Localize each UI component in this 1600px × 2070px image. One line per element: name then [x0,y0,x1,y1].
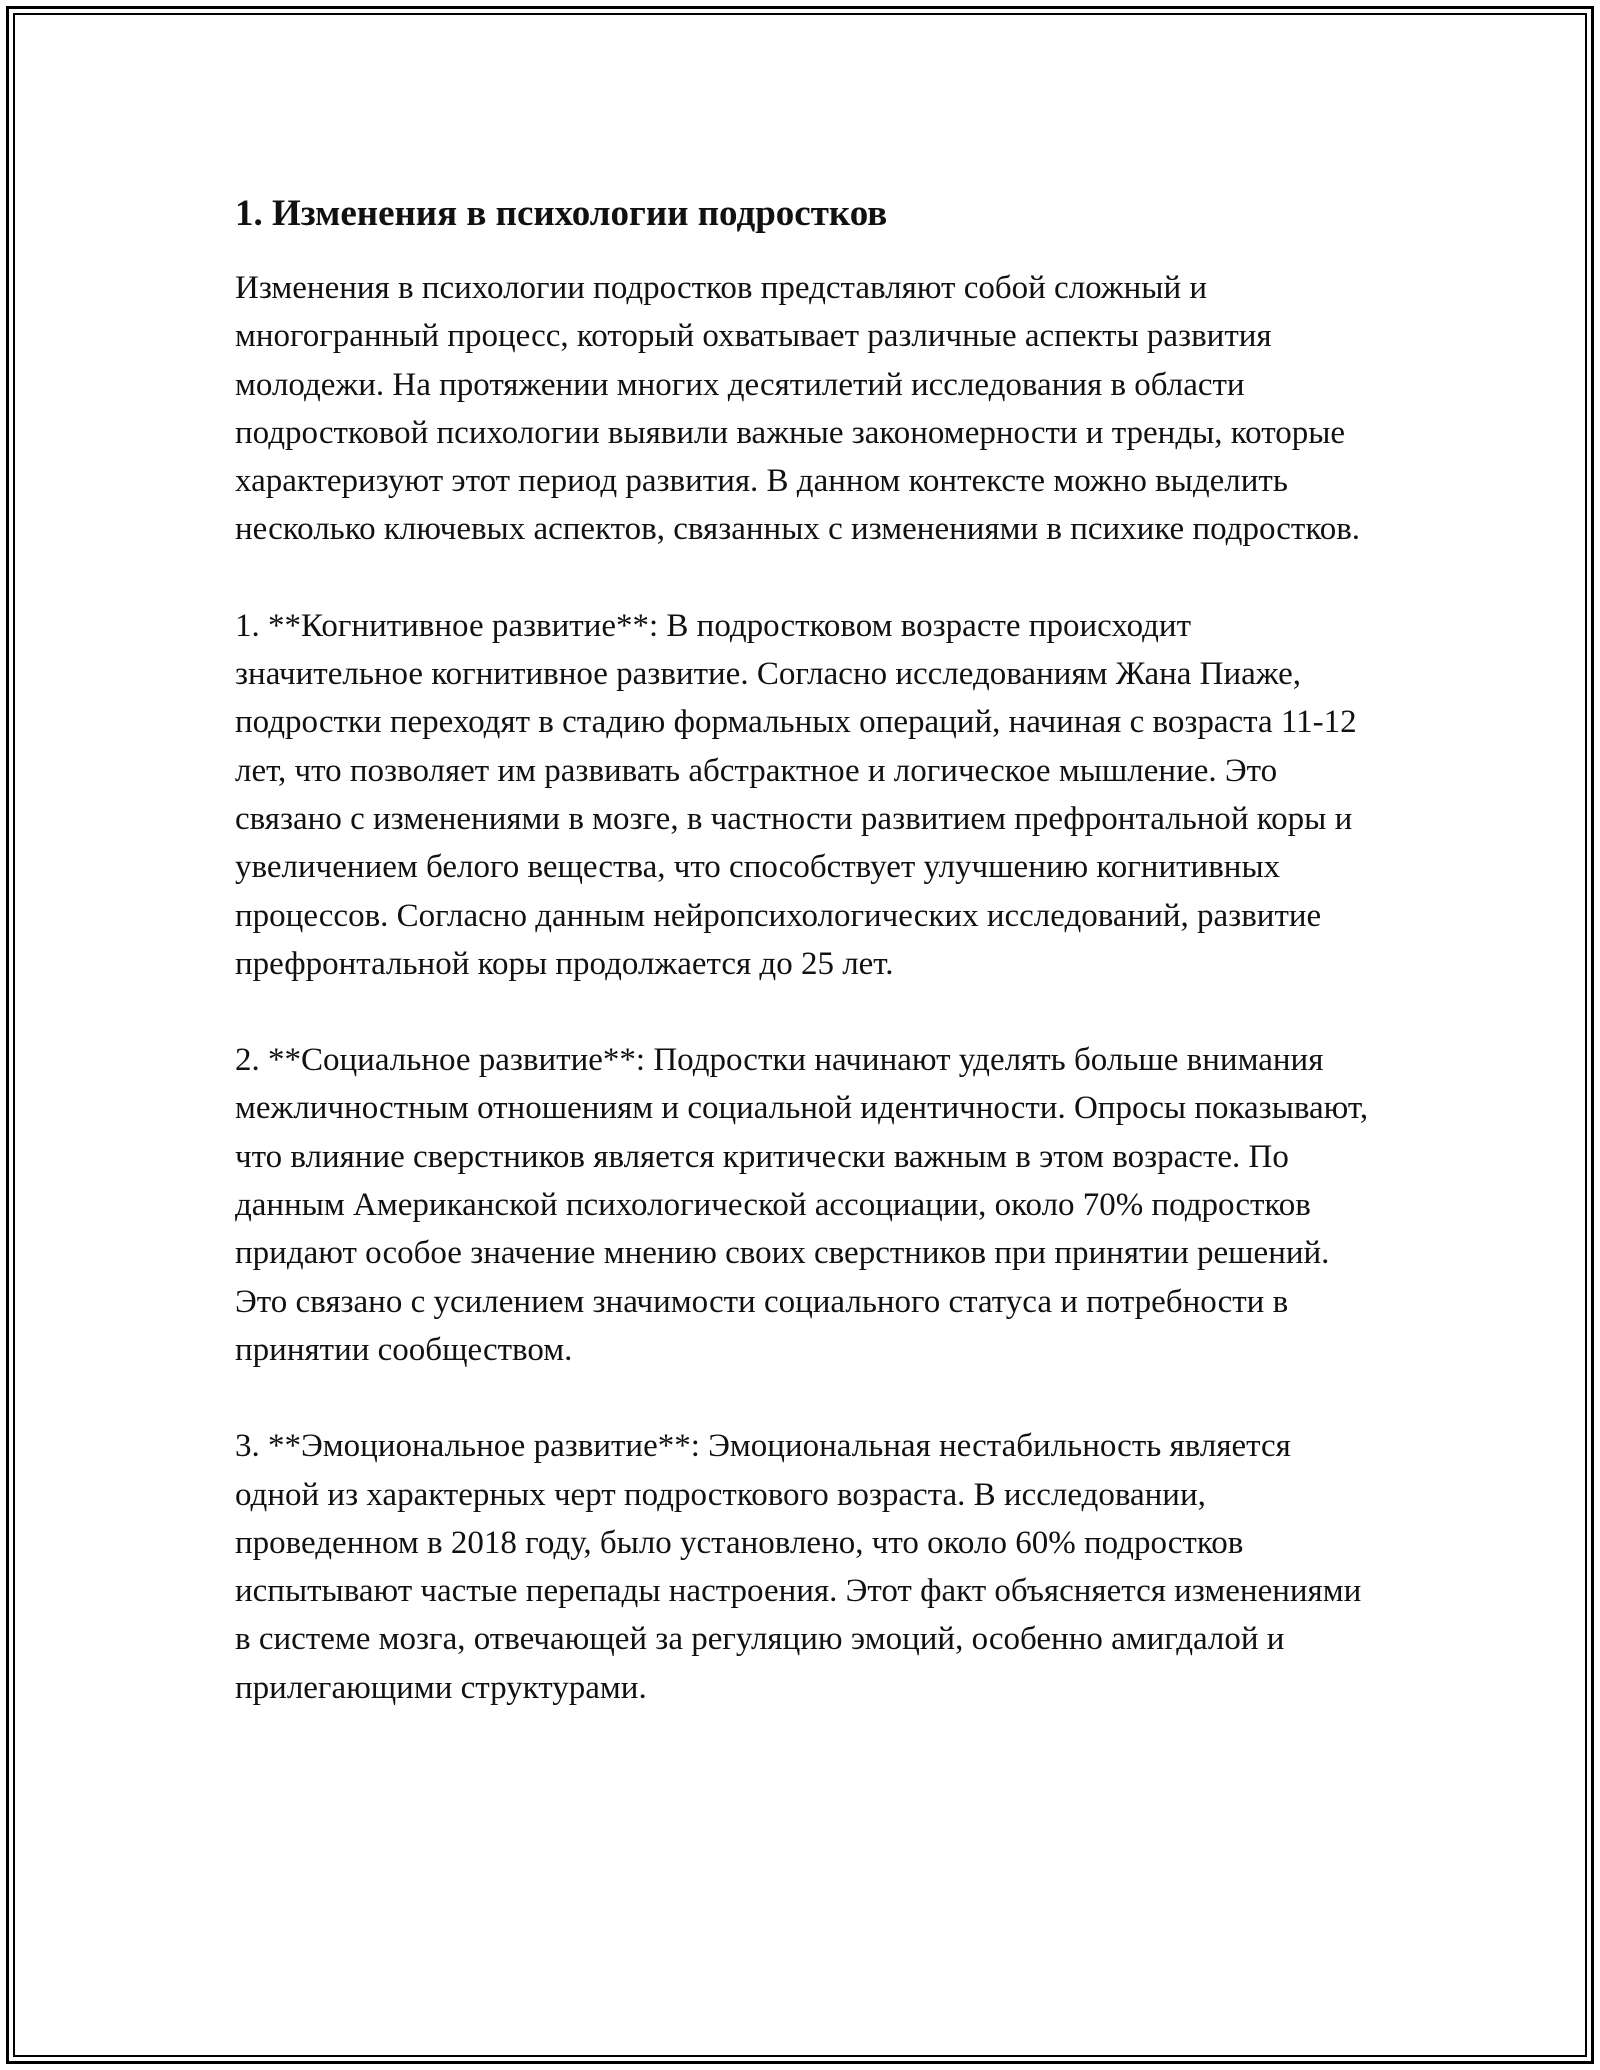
cognitive-development-paragraph: 1. **Когнитивное развитие**: В подростковом возрасте происходит значительное когнитивное развитие. Согласно исследованиям Жана Пиаже, подростки переходят в стадию формальных операций, начиная с возраста 11-12 лет, что позволяет им развивать абстрактное и логическое мышление. Это связано с изменениями в мозге, в частности развитием префронтальной коры и увеличением белого вещества, что способствует улучшению когнитивных процессов. Согласно данным нейропсихологических исследований, развитие префронтальной коры продолжается до 25 лет. [235,607,1357,982]
document-body [235,186,1375,1760]
social-development-paragraph: 2. **Социальное развитие**: Подростки начинают уделять больше внимания межличностным отношениям и социальной идентичности. Опросы показывают, что влияние сверстников является критически важным в этом возрасте. По данным Американской психологической ассоциации, около 70% подростков придают особое значение мнению своих сверстников при принятии решений. Это связано с усилением значимости социального статуса и потребности в принятии сообществом. [235,1042,1369,1368]
emotional-development-paragraph: 3. **Эмоциональное развитие**: Эмоциональная нестабильность является одной из характерных черт подросткового возраста. В исследовании, проведенном в 2018 году, было установлено, что около 60% подростков испытывают частые перепады настроения. Этот факт объясняется изменениями в системе мозга, отвечающей за регуляцию эмоций, особенно амигдалой и прилегающими структурами. [235,1428,1362,1706]
section-heading: 1. Изменения в психологии подростков [235,193,888,234]
intro-paragraph: Изменения в психологии подростков представляют собой сложный и многогранный процесс, который охватывает различные аспекты развития молодежи. На протяжении многих десятилетий исследования в области подростковой психологии выявили важные закономерности и тренды, которые характеризуют этот период развития. В данном контексте можно выделить несколько ключевых аспектов, связанных с изменениями в психике подростков. [235,270,1361,548]
